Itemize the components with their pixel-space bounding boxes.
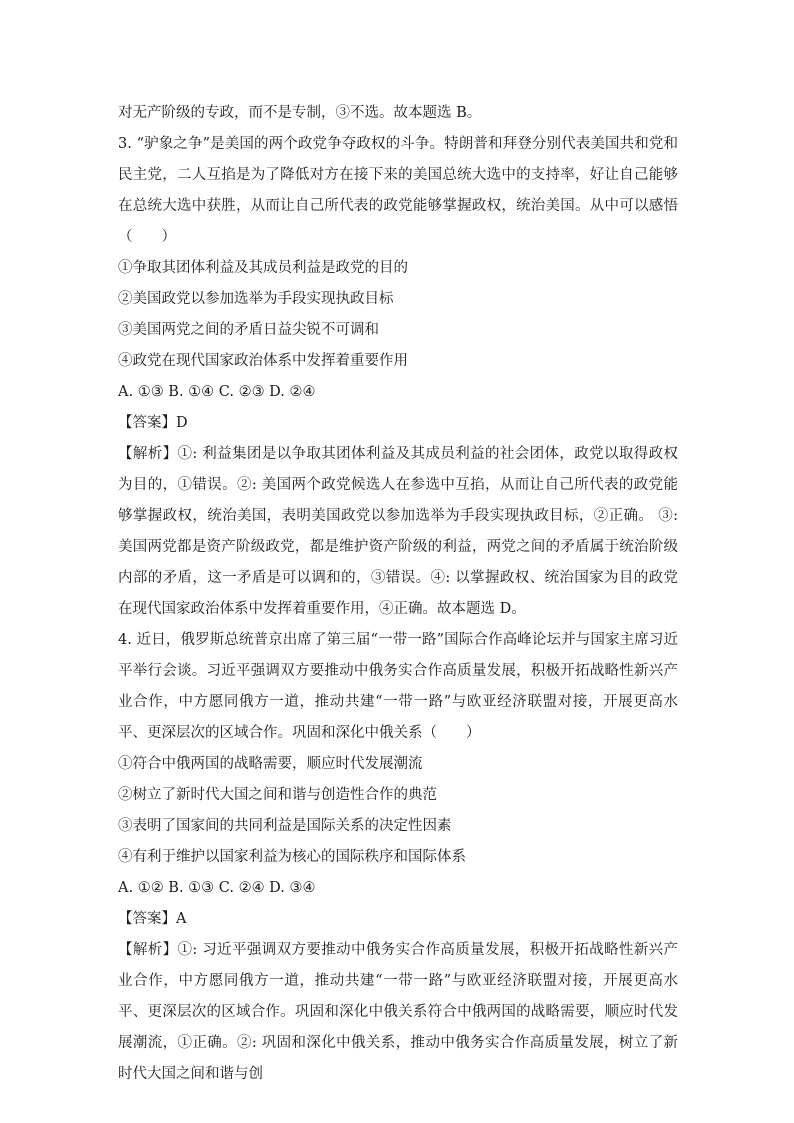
question-3-choices: A. ①③ B. ①④ C. ②③ D. ②④ [118, 384, 316, 400]
question-4-option-3: ③表明了国家间的共同利益是国际关系的决定性因素 [118, 818, 452, 834]
question-4-analysis: 【解析】①: 习近平强调双方要推动中俄务实合作高质量发展，积极开拓战略性新兴产业合作，中方愿同俄方一道，推动共建“一带一路”与欧亚经济联盟对接，开展更高水平、更深层次的区域合作。巩固和深化中俄关系符合中俄两国的战略需要，顺应时代发展潮流，①正确。②: 巩固和深化中俄关系，推动中俄务实合作高质量发展，树立了新时代大国之间和谐与创 [118, 942, 678, 1082]
question-3-option-3: ③美国两党之间的矛盾日益尖锐不可调和 [118, 322, 379, 338]
question-4-option-2: ②树立了新时代大国之间和谐与创造性合作的典范 [118, 787, 437, 803]
question-4-option-1: ①符合中俄两国的战略需要，顺应时代发展潮流 [118, 756, 423, 772]
question-3 [118, 129, 678, 625]
question-4-choices: A. ①② B. ①③ C. ②④ D. ③④ [118, 880, 316, 896]
question-3-answer: 【答案】D [118, 415, 188, 431]
question-4-stem: 4. 近日，俄罗斯总统普京出席了第三届“一带一路”国际合作高峰论坛并与国家主席习近平举行会谈。习近平强调双方要推动中俄务实合作高质量发展，积极开拓战略性新兴产业合作，中方愿同俄方一道，推动共建“一带一路”与欧亚经济联盟对接，开展更高水平、更深层次的区域合作。巩固和深化中俄关系（ ） [118, 632, 678, 741]
question-3-analysis: 【解析】①: 利益集团是以争取其团体利益及其成员利益的社会团体，政党以取得政权为目的，①错误。②: 美国两个政党候选人在参选中互掐，从而让自己所代表的政党能够掌握政权，统治美国，表明美国政党以参加选举为手段实现执政目标，②正确。 ③: 美国两党都是资产阶级政党，都是维护资产阶级的利益，两党之间的矛盾属于统治阶级内部的矛盾，这一矛盾是可以调和的，③错误。④: 以掌握政权、统治国家为目的政党在现代国家政治体系中发挥着重要作用，④正确。故本题选 D。 [118, 446, 678, 617]
question-3-option-1: ①争取其团体利益及其成员利益是政党的目的 [118, 260, 408, 276]
question-3-stem: 3. “驴象之争”是美国的两个政党争夺政权的斗争。特朗普和拜登分别代表美国共和党和民主党，二人互掐是为了降低对方在接下来的美国总统大选中的支持率，好让自己能够在总统大选中获胜，从而让自己所代表的政党能够掌握政权，统治美国。从中可以感悟（ ） [118, 136, 678, 245]
document-page [118, 98, 678, 1090]
question-3-option-2: ②美国政党以参加选举为手段实现执政目标 [118, 291, 394, 307]
question-4-option-4: ④有利于维护以国家利益为核心的国际秩序和国际体系 [118, 849, 466, 865]
previous-analysis-end: 对无产阶级的专政，而不是专制，③不选。故本题选 B。 [118, 105, 482, 121]
question-3-option-4: ④政党在现代国家政治体系中发挥着重要作用 [118, 353, 408, 369]
question-4 [118, 625, 678, 1090]
question-4-answer: 【答案】A [118, 911, 187, 927]
